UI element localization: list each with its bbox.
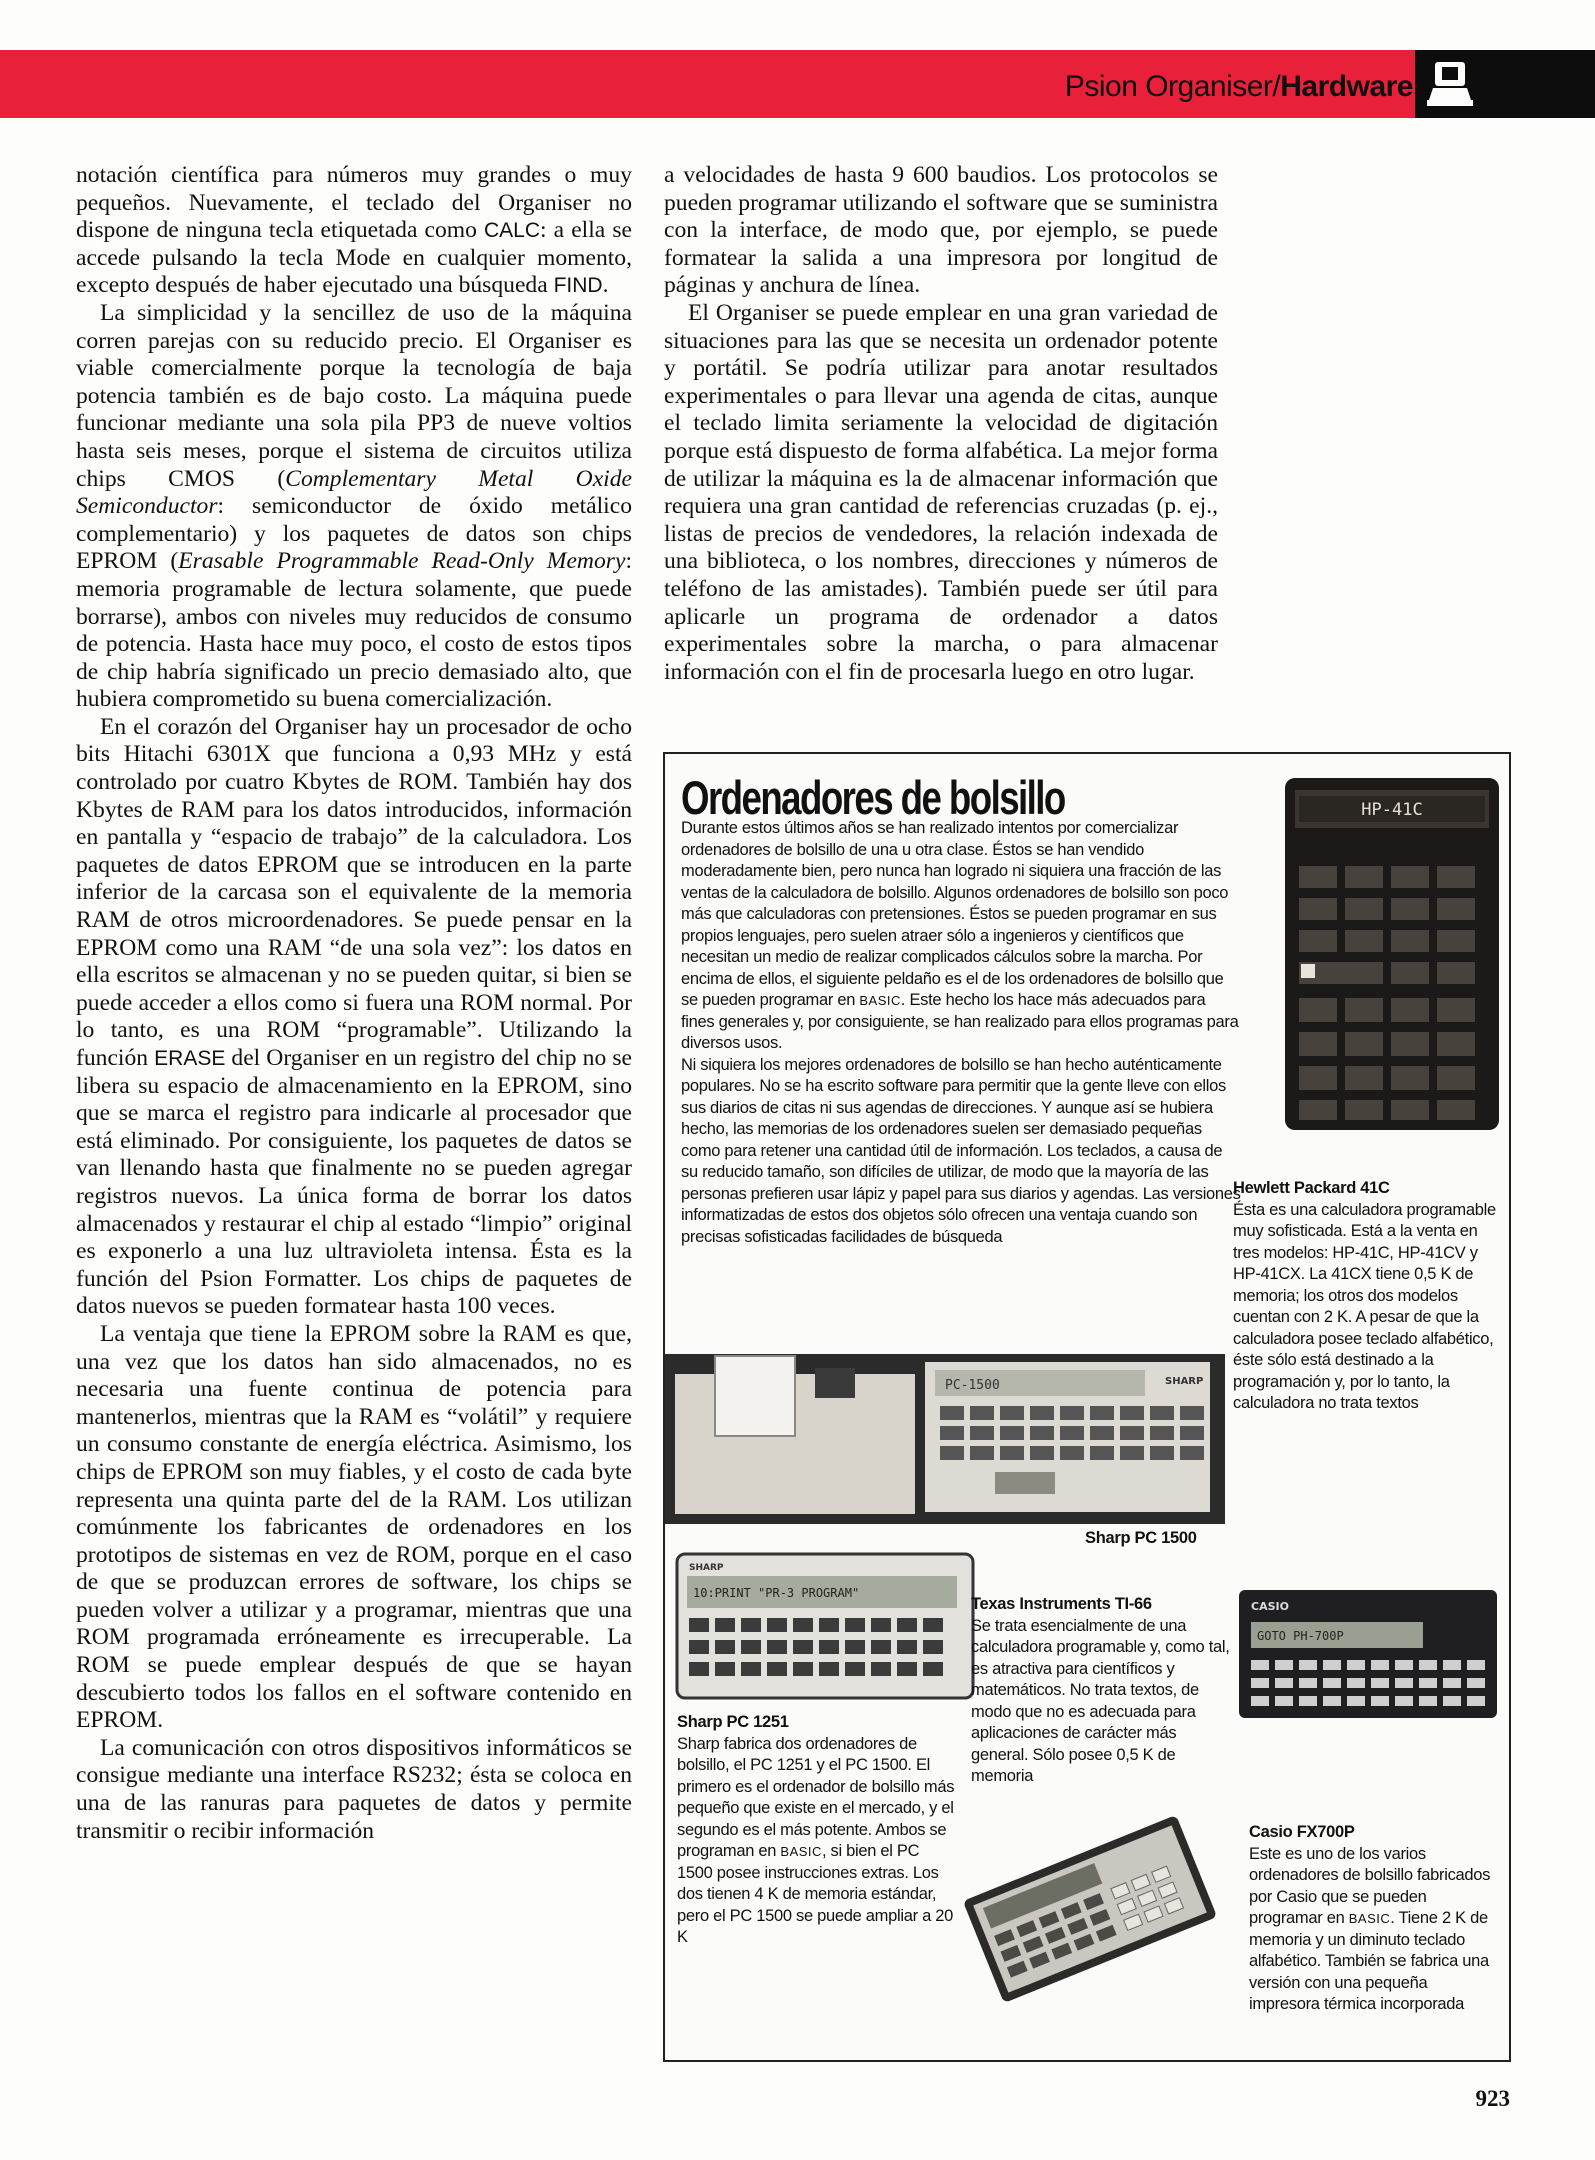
ti66-text: Se trata esencialmente de una calculadora programable y, como tal, es atractiva para científicos y matemáticos. No trata textos, de modo que no es adecuada para aplicaciones de carácter más general. Sólo posee 0,5 K de memoria [971,1616,1230,1785]
casio-fx700p-text: Este es uno de los varios ordenadores de bolsillo fabricados por Casio que se pueden programar en [1249,1844,1491,1927]
sharp-pc1251-display: 10:PRINT "PR-3 PROGRAM" [693,1586,860,1600]
computer-icon [1415,50,1595,118]
paragraph-5: La comunicación con otros dispositivos informáticos se consigue mediante una interface RS232; ésta se coloca en una de las ranuras para paquetes de datos y permite transmitir o recibir información [76,1734,632,1844]
sharp-pc1251-title: Sharp PC 1251 [677,1713,789,1731]
page-number: 923 [1475,2086,1510,2111]
hp41c-text: Ésta es una calculadora programable muy sofisticada. Está a la venta en tres modelos: HP-41C, HP-41CV y HP-41CX. La 41CX tiene 0,5 K de memoria; los otros dos modelos cuentan con 2 K. A pesar de que la calculadora posee teclado alfabético, éste sólo está destinado a la programación y, por lo tanto, la calculadora no trata textos [1233,1200,1496,1412]
cmos-term: Complementary Metal Oxide Semiconductor [76,465,632,520]
paragraph-3: En el corazón del Organiser hay un procesador de ocho bits Hitachi 6301X que funciona a 0,93 MHz y está controlado por cuatro Kbytes de ROM. También hay dos Kbytes de RAM para los datos introducidos, información en pantalla y “espacio de trabajo” de la calculadora. Los paquetes de datos EPROM que se introducen en la parte inferior de la carcasa son el equivalente de la memoria RAM de otros microordenadores. Se puede pensar en la EPROM como una RAM “de una sola vez”: los datos en ella escritos se almacenan y no se pueden quitar, si bien se puede acceder a ellos como si fuera una ROM normal. Por lo tanto, es una ROM “programable”. Utilizando la función ERASE del Organiser en un registro del chip no se libera su espacio de almacenamiento en la EPROM, sino que se marca el registro para indicarle al procesador que está eliminado. Por consiguiente, los paquetes de datos se van llenando hasta que finalmente no se pueden agregar registros nuevos. La única forma de borrar los datos almacenados y restaurar el chip al estado “limpio” original es exponerlo a una luz ultravioleta intensa. Ésta es la función del Psion Formatter. Los chips de paquetes de datos nuevos se pueden formatear hasta 100 veces. [76,713,632,1320]
sharp-pc1500-photo [665,1354,1225,1524]
paragraph-6: a velocidades de hasta 9 600 baudios. Los protocolos se pueden programar utilizando el software que se suministra con la interface, de modo que, por ejemplo, se puede formatear la salida a una impresora por longitud de páginas y anchura de línea. [664,162,1218,299]
hp41c-title: Hewlett Packard 41C [1233,1179,1390,1197]
box-intro [681,818,1241,1248]
sharp-pc1251-photo [675,1552,975,1700]
casio-fx700p-caption: Casio FX700P Este es uno de los varios ordenadores de bolsillo fabricados por Casio que se pueden programar en BASIC. Tiene 2 K de memoria y un diminuto teclado alfabético. También se fabrica una versión con una pequeña impresora térmica incorporada [1249,1822,1501,2016]
sharp-pc1500-brand: SHARP [1165,1376,1204,1387]
casio-fx700p-display: GOTO PH-700P [1257,1629,1344,1643]
sharp-pc1500-caption [1085,1528,1285,1550]
paragraph-4: La ventaja que tiene la EPROM sobre la RAM es que, una vez que los datos han sido almacenados, no es necesaria una fuente continua de potencia para mantenerlos, mientras que la RAM es “volátil” y requiere un consumo constante de energía eléctrica. Asimismo, los chips de EPROM son muy fiables, y el costo de cada byte representa una quinta parte del de la RAM. Los utilizan comúnmente los fabricantes de ordenadores en los prototipos de sistemas en vez de ROM, porque en el caso de que se produzcan errores de software, los chips se pueden volver a utilizar y a programar, mientras que una ROM programada erróneamente es irrecuperable. La ROM se puede emplear después de que se hayan descubierto todos los fallos en el software contenido en EPROM. [76,1320,632,1734]
calc-keyword: CALC [484,219,541,243]
header-title-regular: Psion Organiser/ [1064,70,1281,103]
article-column-right [664,162,1218,686]
hp41c-caption [1233,1178,1503,1415]
box-intro-p1: Durante estos últimos años se han realizado intentos por comercializar ordenadores de bolsillo de una u otra clase. Éstos se han vendido moderadamente bien, pero nunca han logrado ni siquiera una fracción de las ventas de la calculadora de bolsillo. Algunos ordenadores de bolsillo son poco más que calculadoras con pretensiones. Éstos se pueden programar en sus propios lenguajes, pero suelen atraer sólo a ingenieros y científicos que necesitan un medio de realizar complicados cálculos sobre la marcha. Por encima de ellos, el siguiente peldaño es el de los ordenadores de bolsillo que se pueden programar en BASIC. Este hecho los hace más adecuados para fines generales y, por consiguiente, se han realizado para ellos programas para diversos usos. [681,819,1239,1052]
paragraph-7: El Organiser se puede emplear en una gran variedad de situaciones para las que se necesita un ordenador potente y portátil. Se podría utilizar para anotar resultados experimentales o para llevar una agenda de citas, aunque el teclado limita seriamente la velocidad de digitación porque está dispuesto de forma alfabética. La mejor forma de utilizar la máquina es la de almacenar información que requiera una gran cantidad de referencias cruzadas (p. ej., listas de precios de vendedores, la relación indexada de una biblioteca, o los nombres, direcciones y números de teléfono de las amistades). También puede ser útil para aplicarle un programa de ordenador a datos experimentales sobre la marcha, o para almacenar información con el fin de procesarla luego en otro lugar. [664,299,1218,685]
header-icon-box [1415,50,1595,118]
casio-fx700p-title: Casio FX700P [1249,1823,1355,1841]
box-title: Ordenadores de bolsillo [681,771,1065,824]
sharp-pc1251-text: Sharp fabrica dos ordenadores de bolsillo, el PC 1251 y el PC 1500. El primero es el ordenador de bolsillo más pequeño que existe en el mercado, y el segundo es el más potente. Ambos se programan en [677,1734,955,1860]
casio-fx700p-photo [1237,1588,1499,1720]
erase-keyword: ERASE [154,1047,226,1070]
hp41c-display: HP-41C [1361,800,1423,820]
pocket-computers-box [663,752,1511,2062]
sharp-pc1251-caption: Sharp PC 1251 Sharp fabrica dos ordenadores de bolsillo, el PC 1251 y el PC 1500. El primero es el ordenador de bolsillo más pequeño que existe en el mercado, y el segundo es el más potente. Ambos se programan en BASIC, si bien el PC 1500 posee instrucciones extras. Los dos tienen 4 K de memoria estándar, pero el PC 1500 se puede ampliar a 20 K [677,1712,957,1949]
ti66-title: Texas Instruments TI-66 [971,1595,1152,1613]
article-column-left [76,162,632,1845]
sharp-pc1500-title: Sharp PC 1500 [1085,1529,1197,1547]
paragraph-1: notación científica para números muy grandes o muy pequeños. Nuevamente, el teclado del Organiser no dispone de ninguna tecla etiquetada como CALC: a ella se accede pulsando la tecla Mode en cualquier momento, excepto después de haber ejecutado una búsqueda FIND. [76,162,632,299]
find-keyword: FIND [553,274,603,298]
hp41c-photo [1281,776,1503,1136]
eprom-term: Erasable Programmable Read-Only Memory [178,548,626,575]
box-intro-p2: Ni siquiera los mejores ordenadores de bolsillo se han hecho auténticamente populares. No se ha escrito software para permitir que la gente lleve con ellos sus diarios de citas ni sus agendas de direcciones. Y aunque así se hubiera hecho, las memorias de los ordenadores suelen ser demasiado pequeñas como para retener una cantidad útil de información. Los teclados, a causa de su reducido tamaño, son difíciles de utilizar, de modo que la mayoría de las personas prefieren usar lápiz y papel para sus diarios y agendas. Las versiones informatizadas de estos dos objetos sólo ofrecen una ventaja cuando son precisas sofisticadas facilidades de búsqueda [681,1055,1241,1246]
paragraph-2: La simplicidad y la sencillez de uso de la máquina corren parejas con su reducido precio. El Organiser es viable comercialmente porque la tecnología de baja potencia también es de bajo costo. La máquina puede funcionar mediante una sola pila PP3 de nueve voltios hasta seis meses, porque el sistema de circuitos utiliza chips CMOS (Complementary Metal Oxide Semiconductor: semiconductor de óxido metálico complementario) y los paquetes de datos son chips EPROM (Erasable Programmable Read-Only Memory: memoria programable de lectura solamente, que puede borrarse), ambos con niveles muy reducidos de consumo de potencia. Hasta hace muy poco, el costo de estos tipos de chip habría significado un precio demasiado alto, que hubiera comprometido su buena comercialización. [76,299,632,713]
sharp-pc1251-brand: SHARP [689,1563,724,1573]
header-title [1065,70,1413,104]
ti66-photo [955,1814,1225,2004]
ti66-caption [971,1594,1231,1788]
casio-fx700p-brand: CASIO [1251,1600,1289,1613]
header-title-bold: Hardware [1280,70,1413,103]
sharp-pc1500-display: PC-1500 [945,1378,1000,1393]
